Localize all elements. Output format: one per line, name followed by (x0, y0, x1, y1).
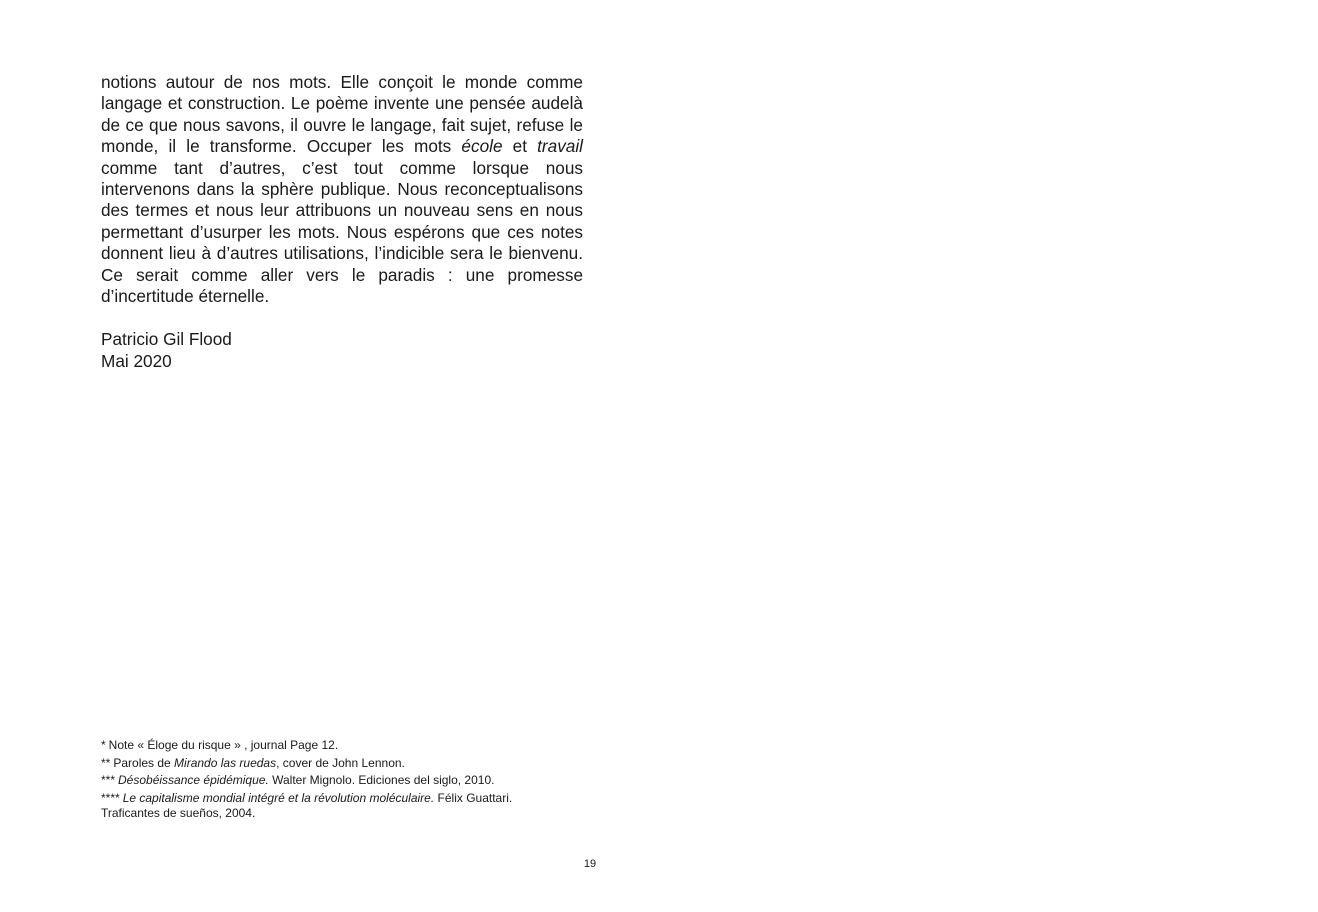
footnote-text: Note « Éloge du risque » , journal Page 12. (108, 738, 339, 752)
signature-author: Patricio Gil Flood (101, 329, 232, 349)
footnote-title: Le capitalisme mondial intégré et la révolution moléculaire. (122, 790, 435, 805)
footnote-title: Mirando las ruedas (174, 755, 277, 770)
footnote-text: Walter Mignolo. Ediciones del siglo, 2010. (268, 773, 495, 787)
footnote-text: Félix Guattari. (434, 790, 513, 805)
footnote-marker: * (101, 738, 106, 752)
footnote-text: Paroles de (113, 755, 175, 770)
word-travail: travail (537, 136, 583, 157)
footnote-marker: ** (101, 755, 111, 770)
body-text-part-3: comme tant d’autres, c’est tout comme lorsque nous intervenons dans la sphère publique. Nous reconceptualisons des termes et nous leur attribuons un nouveau sens en nous permettant d’usurper les mots. Nous espérons que ces notes donnent lieu à d’autres utilisations, l’indicible sera le bienvenu. Ce serait comme aller vers le paradis : une promesse d’incertitude éternelle. (101, 157, 583, 307)
footnote-4 (101, 791, 571, 821)
body-paragraph (101, 72, 583, 307)
footnote-marker: **** (101, 790, 120, 805)
signature-date: Mai 2020 (101, 350, 172, 371)
footnote-2 (101, 756, 571, 771)
page-number: 19 (583, 858, 597, 870)
footnote-3 (101, 773, 571, 788)
word-ecole: école (461, 136, 503, 157)
footnote-title: Désobéissance épidémique. (118, 773, 269, 787)
footnote-text: , cover de John Lennon. (276, 755, 405, 770)
footnote-marker: *** (101, 773, 116, 787)
footnote-1 (101, 738, 571, 753)
footnotes (101, 738, 571, 823)
footnote-text: Traficantes de sueños, 2004. (101, 805, 256, 820)
signature (101, 329, 232, 373)
body-text-part-1: notions autour de nos mots. Elle conçoit le monde comme langage et construction. Le poème invente une pensée audelà de ce que nous savons, il ouvre le langage, fait sujet, refuse le monde, il le transforme. Occuper les mots (101, 72, 583, 157)
body-text-part-2: et (502, 136, 538, 157)
